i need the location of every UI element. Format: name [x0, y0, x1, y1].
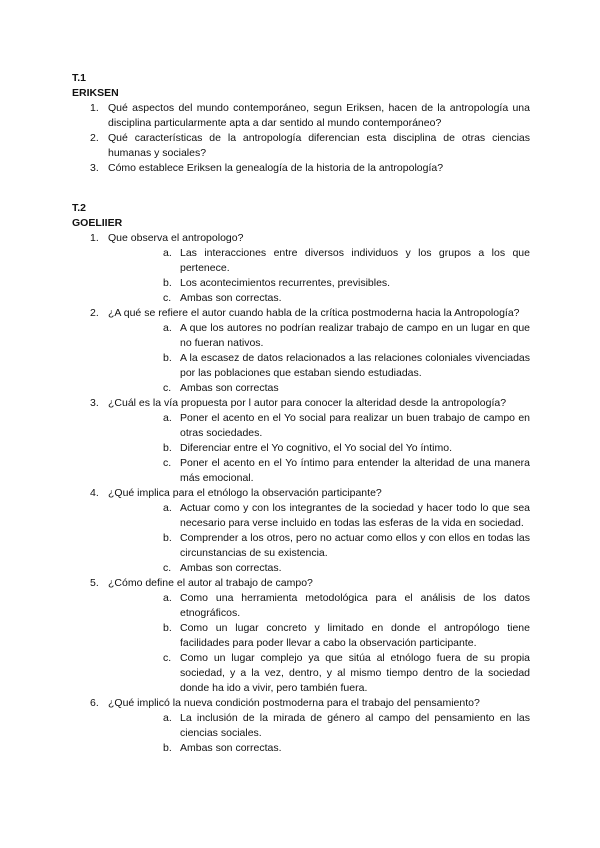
option-item: [108, 246, 530, 276]
option-text: A que los autores no podrían realizar trabajo de campo en un lugar en que no fueran nativos.: [180, 322, 530, 349]
question-text: ¿A qué se refiere el autor cuando habla de la crítica postmoderna hacia la Antropología?: [108, 307, 520, 319]
option-item: [108, 291, 530, 306]
option-item: [108, 591, 530, 621]
question-number: 3.: [90, 397, 99, 409]
question-number: 2.: [90, 307, 99, 319]
section1-question-list: [72, 101, 530, 176]
question-item: [72, 396, 530, 486]
option-item: [108, 276, 530, 291]
option-text: Comprender a los otros, pero no actuar como ellos y con ellos en todas las circunstancias de su existencia.: [180, 532, 530, 559]
option-item: [108, 741, 530, 756]
option-item: [108, 501, 530, 531]
question-text: ¿Qué implica para el etnólogo la observación participante?: [108, 487, 382, 499]
option-letter: a.: [163, 322, 172, 334]
option-text: Ambas son correctas.: [180, 292, 282, 304]
option-letter: a.: [163, 502, 172, 514]
question-text: ¿Qué implicó la nueva condición postmoderna para el trabajo del pensamiento?: [108, 697, 480, 709]
question-number: 5.: [90, 577, 99, 589]
option-letter: b.: [163, 352, 172, 364]
option-letter: a.: [163, 592, 172, 604]
question-item: [72, 306, 530, 396]
question-number: 1.: [90, 232, 99, 244]
option-letter: a.: [163, 712, 172, 724]
question-number: 6.: [90, 697, 99, 709]
question-text: Qué aspectos del mundo contemporáneo, segun Eriksen, hacen de la antropología una disciplina particularmente apta a dar sentido al mundo contemporáneo?: [108, 102, 530, 129]
question-item: [72, 161, 530, 176]
option-list: [108, 246, 530, 306]
section1-topic: T.1: [72, 72, 87, 84]
question-item: [72, 231, 530, 306]
question-number: 1.: [90, 102, 99, 114]
section2-question-list: [72, 231, 530, 756]
option-letter: a.: [163, 247, 172, 259]
option-letter: c.: [163, 382, 172, 394]
option-item: [108, 621, 530, 651]
option-list: [108, 591, 530, 696]
option-text: Ambas son correctas: [180, 382, 279, 394]
question-item: [72, 486, 530, 576]
option-item: [108, 531, 530, 561]
option-item: [108, 561, 530, 576]
option-letter: b.: [163, 532, 172, 544]
question-text: Cómo establece Eriksen la genealogía de la historia de la antropología?: [108, 162, 444, 174]
option-text: Los acontecimientos recurrentes, previsibles.: [180, 277, 391, 289]
option-text: Poner el acento en el Yo social para realizar un buen trabajo de campo en otras sociedades.: [180, 412, 530, 439]
option-text: Como un lugar concreto y limitado en donde el antropólogo tiene facilidades para poder llevar a cabo la observación participante.: [180, 622, 530, 649]
question-item: [72, 576, 530, 696]
option-item: [108, 351, 530, 381]
option-letter: c.: [163, 457, 172, 469]
option-list: [108, 711, 530, 756]
option-text: Como una herramienta metodológica para el análisis de los datos etnográficos.: [180, 592, 530, 619]
option-letter: b.: [163, 742, 172, 754]
option-list: [108, 321, 530, 396]
question-text: Qué características de la antropología diferencian esta disciplina de otras ciencias humanas y sociales?: [108, 132, 530, 159]
option-item: [108, 711, 530, 741]
option-text: Como un lugar complejo ya que sitúa al etnólogo fuera de su propia sociedad, y a la vez, dentro, y al mismo tiempo dentro de la sociedad donde ha ido a vivir, pero también fuera.: [180, 652, 530, 694]
option-item: [108, 321, 530, 351]
question-text: ¿Cómo define el autor al trabajo de campo?: [108, 577, 313, 589]
option-letter: b.: [163, 622, 172, 634]
option-letter: b.: [163, 442, 172, 454]
option-text: La inclusión de la mirada de género al campo del pensamiento en las ciencias sociales.: [180, 712, 530, 739]
section2-author: GOELIIER: [72, 217, 123, 229]
question-item: [72, 131, 530, 161]
option-text: Ambas son correctas.: [180, 562, 282, 574]
question-text: Que observa el antropologo?: [108, 232, 244, 244]
option-letter: a.: [163, 412, 172, 424]
question-item: [72, 101, 530, 131]
question-item: [72, 696, 530, 756]
question-text: ¿Cuál es la vía propuesta por l autor para conocer la alteridad desde la antropología?: [108, 397, 507, 409]
option-text: Ambas son correctas.: [180, 742, 282, 754]
option-text: A la escasez de datos relacionados a las relaciones coloniales vivenciadas por las poblaciones que estaban siendo estudiadas.: [180, 352, 530, 379]
section1-author: ERIKSEN: [72, 87, 119, 99]
section2-topic: T.2: [72, 202, 87, 214]
question-number: 3.: [90, 162, 99, 174]
option-item: [108, 441, 530, 456]
option-list: [108, 501, 530, 576]
option-text: Poner el acento en el Yo íntimo para entender la alteridad de una manera más emocional.: [180, 457, 530, 484]
option-list: [108, 411, 530, 486]
option-item: [108, 651, 530, 696]
option-text: Las interacciones entre diversos individuos y los grupos a los que pertenece.: [180, 247, 530, 274]
option-item: [108, 381, 530, 396]
question-number: 4.: [90, 487, 99, 499]
option-letter: c.: [163, 652, 172, 664]
question-number: 2.: [90, 132, 99, 144]
option-letter: b.: [163, 277, 172, 289]
option-text: Actuar como y con los integrantes de la sociedad y hacer todo lo que sea necesario para verse incluido en todas las esferas de la vida en sociedad.: [180, 502, 530, 529]
option-text: Diferenciar entre el Yo cognitivo, el Yo social del Yo íntimo.: [180, 442, 453, 454]
option-letter: c.: [163, 292, 172, 304]
option-item: [108, 456, 530, 486]
option-letter: c.: [163, 562, 172, 574]
option-item: [108, 411, 530, 441]
